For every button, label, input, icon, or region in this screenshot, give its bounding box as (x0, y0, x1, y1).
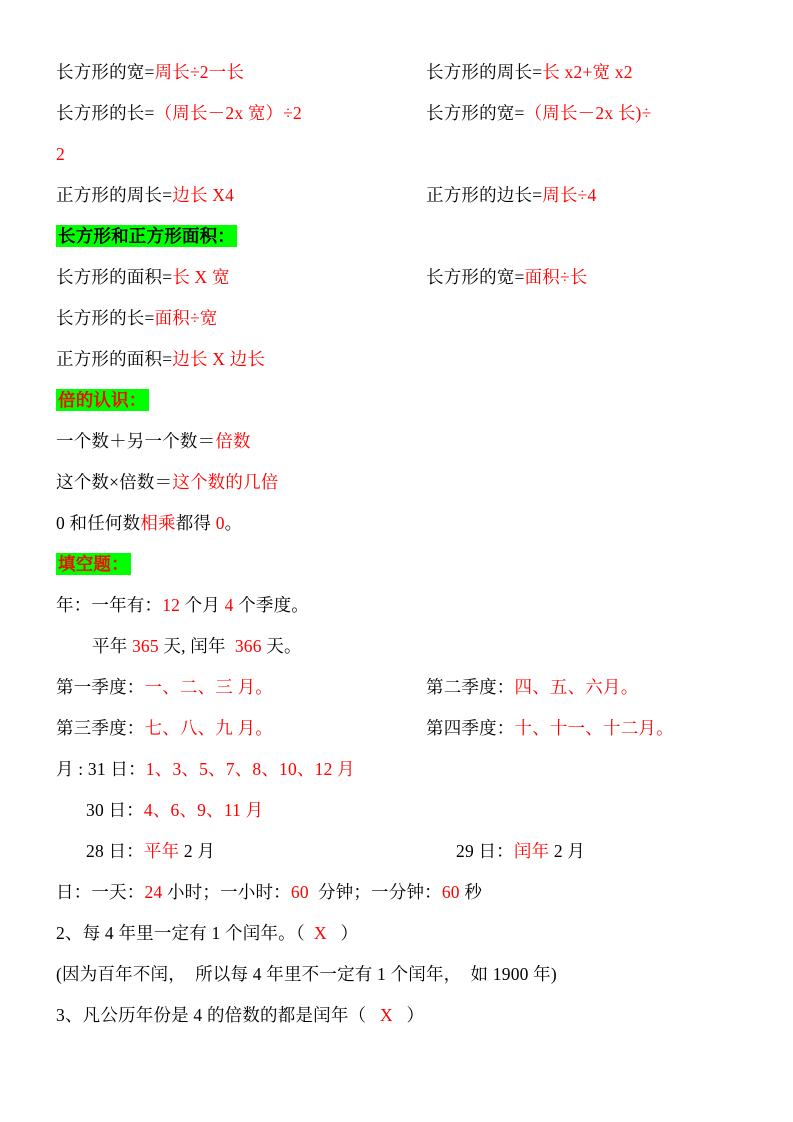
question-3: 3、凡公历年份是 4 的倍数的都是闰年（ X ） (56, 1005, 425, 1025)
fact-day-hour-minute-second: 日：一天：24 小时；一小时：60 分钟；一分钟：60 秒 (56, 882, 483, 902)
fact-quarters-1-2 (56, 667, 746, 708)
fact-quarters-3-4 (56, 708, 746, 749)
fact-common-leap-year-days: 平年 365 天, 闰年 366 天。 (92, 636, 302, 656)
question-2-explanation: (因为百年不闰， 所以每 4 年里不一定有 1 个闰年， 如 1900 年) (56, 964, 557, 984)
formula-row-rect-width-perimeter (56, 52, 746, 93)
formula-multiple-product: 这个数×倍数＝这个数的几倍 (56, 472, 279, 492)
formula-square-perimeter: 正方形的周长=边长 X4 (56, 185, 235, 205)
formula-rect-length-from-area: 长方形的长=面积÷宽 (56, 308, 218, 328)
fact-feb-29: 29 日：闰年 2 月 (456, 841, 586, 861)
fact-months-31-days: 月 : 31 日：1、3、5、7、8、10、12 月 (56, 759, 355, 779)
formula-rect-width: 长方形的宽=周长÷2一长 (56, 62, 245, 82)
question-2: 2、每 4 年里一定有 1 个闰年。（ X ） (56, 923, 359, 943)
fact-months-30-days: 30 日：4、6、9、11 月 (86, 800, 264, 820)
section-heading-multiple: 倍的认识： (58, 390, 147, 410)
fact-quarter-2: 第二季度：四、五、六月。 (426, 677, 639, 697)
fact-quarter-3: 第三季度：七、八、九 月。 (56, 718, 273, 738)
fact-feb-28: 28 日：平年 2 月 (86, 841, 216, 861)
fact-months-28-29-days (56, 831, 776, 872)
formula-rect-length: 长方形的长=（周长－2x 宽）÷2 (56, 103, 303, 123)
fact-quarter-4: 第四季度：十、十一、十二月。 (426, 718, 674, 738)
formula-wrap-two: 2 (56, 144, 65, 164)
formula-square-area: 正方形的面积=边长 X 边长 (56, 349, 266, 369)
formula-row-square-perimeter-side (56, 175, 746, 216)
formula-rect-area: 长方形的面积=长 X 宽 (56, 267, 230, 287)
formula-rect-width-2: 长方形的宽=（周长－2x 长)÷ (426, 103, 652, 123)
fact-quarter-1: 第一季度：一、二、三 月。 (56, 677, 273, 697)
section-heading-fill-in: 填空题： (58, 554, 129, 574)
formula-multiple-sum: 一个数＋另一个数＝倍数 (56, 431, 251, 451)
formula-rect-width-from-area: 长方形的宽=面积÷长 (426, 267, 588, 287)
formula-square-side: 正方形的边长=周长÷4 (426, 185, 597, 205)
document-body (56, 52, 746, 1036)
formula-rect-perimeter: 长方形的周长=长 x2+宽 x2 (426, 62, 633, 82)
formula-row-rect-area (56, 257, 746, 298)
formula-zero-multiply: 0 和任何数相乘都得 0。 (56, 513, 243, 533)
fact-year-months: 年：一年有：12 个月 4 个季度。 (56, 595, 309, 615)
formula-row-rect-length-width (56, 93, 746, 134)
section-heading-area: 长方形和正方形面积： (58, 226, 235, 246)
